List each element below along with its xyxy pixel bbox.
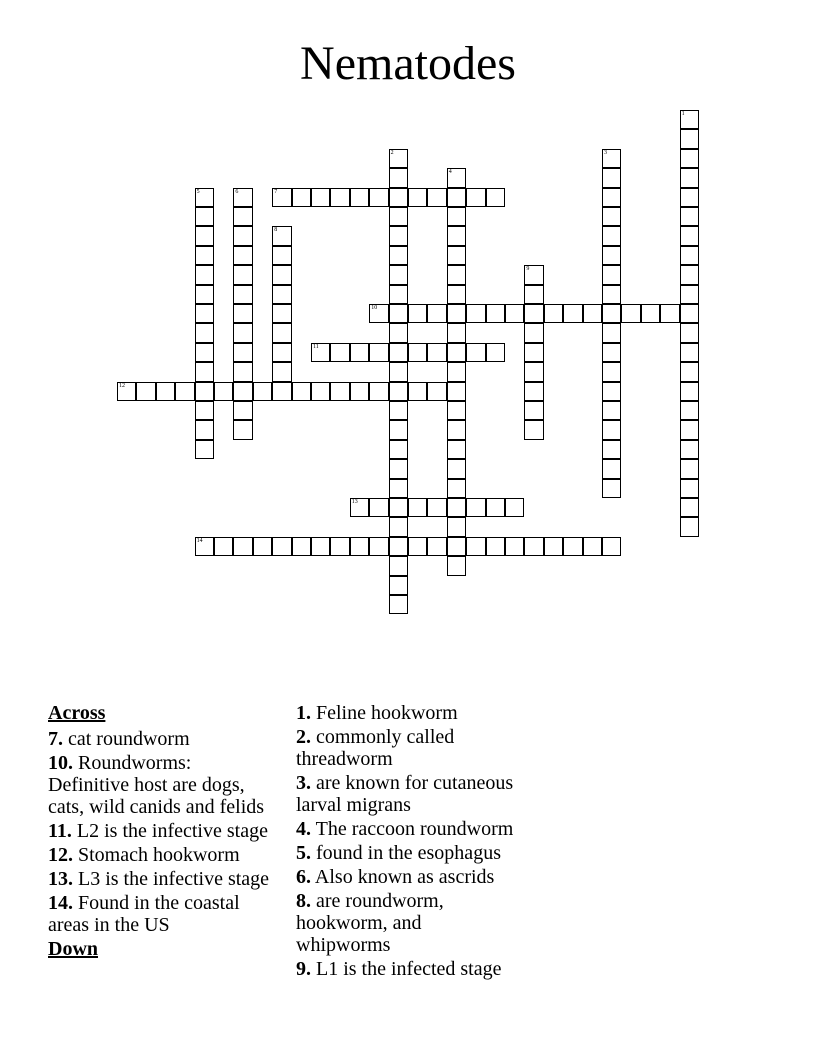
grid-cell[interactable] xyxy=(389,498,408,517)
grid-cell[interactable] xyxy=(447,246,466,265)
grid-cell[interactable] xyxy=(427,382,446,401)
grid-cell[interactable] xyxy=(330,188,349,207)
grid-cell[interactable] xyxy=(195,226,214,245)
grid-cell[interactable] xyxy=(389,149,408,168)
grid-cell[interactable] xyxy=(505,537,524,556)
across-clue xyxy=(48,752,272,818)
across-clue xyxy=(48,728,272,750)
grid-cell[interactable] xyxy=(563,304,582,323)
grid-cell[interactable] xyxy=(660,304,679,323)
grid-cell[interactable] xyxy=(389,382,408,401)
grid-cell[interactable] xyxy=(233,537,252,556)
grid-cell[interactable] xyxy=(117,382,136,401)
grid-cell[interactable] xyxy=(505,498,524,517)
grid-cell[interactable] xyxy=(195,246,214,265)
grid-cell[interactable] xyxy=(195,188,214,207)
grid-cell[interactable] xyxy=(195,420,214,439)
clue-text: are known for cutaneous larval migrans xyxy=(296,772,514,816)
grid-cell[interactable] xyxy=(311,537,330,556)
grid-cell[interactable] xyxy=(447,226,466,245)
grid-cell[interactable] xyxy=(195,537,214,556)
grid-cell[interactable] xyxy=(195,401,214,420)
grid-cell[interactable] xyxy=(350,343,369,362)
grid-cell[interactable] xyxy=(486,537,505,556)
grid-cell[interactable] xyxy=(602,323,621,342)
grid-cell[interactable] xyxy=(447,265,466,284)
grid-cell[interactable] xyxy=(602,188,621,207)
cell-number: 10 xyxy=(371,305,378,311)
down-clue xyxy=(296,726,520,770)
grid-cell[interactable] xyxy=(195,440,214,459)
grid-cell[interactable] xyxy=(466,188,485,207)
grid-cell[interactable] xyxy=(680,479,699,498)
grid-cell[interactable] xyxy=(389,323,408,342)
grid-cell[interactable] xyxy=(680,498,699,517)
grid-cell[interactable] xyxy=(544,304,563,323)
cell-number: 5 xyxy=(196,188,200,195)
grid-cell[interactable] xyxy=(389,362,408,381)
clue-number: 10. xyxy=(48,752,73,774)
grid-cell[interactable] xyxy=(369,304,388,323)
clue-text: Also known as ascrids xyxy=(314,866,495,888)
cell-number: 8 xyxy=(274,227,278,234)
clue-text: found in the esophagus xyxy=(316,842,501,864)
grid-cell[interactable] xyxy=(272,382,291,401)
grid-cell[interactable] xyxy=(195,362,214,381)
clue-text: cat roundworm xyxy=(68,728,190,750)
grid-cell[interactable] xyxy=(408,304,427,323)
grid-cell[interactable] xyxy=(175,382,194,401)
clue-number: 7. xyxy=(48,728,63,750)
grid-cell[interactable] xyxy=(680,343,699,362)
grid-cell[interactable] xyxy=(447,517,466,536)
clue-text: Found in the coastal areas in the US xyxy=(48,892,240,936)
across-clues xyxy=(48,728,272,936)
grid-cell[interactable] xyxy=(427,343,446,362)
grid-cell[interactable] xyxy=(427,537,446,556)
grid-cell[interactable] xyxy=(233,362,252,381)
grid-cell[interactable] xyxy=(389,246,408,265)
grid-cell[interactable] xyxy=(602,343,621,362)
grid-cell[interactable] xyxy=(233,226,252,245)
grid-cell[interactable] xyxy=(524,343,543,362)
grid-cell[interactable] xyxy=(680,440,699,459)
clue-number: 5. xyxy=(296,842,311,864)
grid-cell[interactable] xyxy=(680,265,699,284)
down-clue xyxy=(296,958,520,980)
clue-text: L3 is the infective stage xyxy=(78,868,270,890)
grid-cell[interactable] xyxy=(272,188,291,207)
grid-cell[interactable] xyxy=(602,537,621,556)
grid-cell[interactable] xyxy=(350,382,369,401)
grid-cell[interactable] xyxy=(233,343,252,362)
clue-text: L2 is the infective stage xyxy=(76,820,268,842)
grid-cell[interactable] xyxy=(389,168,408,187)
grid-cell[interactable] xyxy=(602,362,621,381)
grid-cell[interactable] xyxy=(602,207,621,226)
clue-number: 12. xyxy=(48,844,73,866)
grid-cell[interactable] xyxy=(544,537,563,556)
grid-cell[interactable] xyxy=(680,401,699,420)
grid-cell[interactable] xyxy=(195,343,214,362)
grid-cell[interactable] xyxy=(233,207,252,226)
clue-text: Feline hookworm xyxy=(316,702,458,724)
grid-cell[interactable] xyxy=(389,440,408,459)
clue-list xyxy=(48,702,768,982)
grid-cell[interactable] xyxy=(680,207,699,226)
grid-cell[interactable] xyxy=(389,556,408,575)
grid-cell[interactable] xyxy=(369,382,388,401)
grid-cell[interactable] xyxy=(214,537,233,556)
grid-cell[interactable] xyxy=(408,188,427,207)
clue-text: Stomach hookworm xyxy=(78,844,240,866)
grid-cell[interactable] xyxy=(524,285,543,304)
grid-cell[interactable] xyxy=(583,537,602,556)
grid-cell[interactable] xyxy=(233,246,252,265)
clue-number: 8. xyxy=(296,890,311,912)
down-clue xyxy=(296,842,520,864)
grid-cell[interactable] xyxy=(136,382,155,401)
grid-cell[interactable] xyxy=(680,362,699,381)
grid-cell[interactable] xyxy=(272,265,291,284)
grid-cell[interactable] xyxy=(447,382,466,401)
clue-text: commonly called threadworm xyxy=(296,726,455,770)
grid-cell[interactable] xyxy=(253,382,272,401)
grid-cell[interactable] xyxy=(272,537,291,556)
clue-text: are roundworm, hookworm, and whipworms xyxy=(296,890,444,956)
grid-cell[interactable] xyxy=(447,304,466,323)
grid-cell[interactable] xyxy=(292,188,311,207)
grid-cell[interactable] xyxy=(524,323,543,342)
grid-cell[interactable] xyxy=(389,265,408,284)
grid-cell[interactable] xyxy=(408,537,427,556)
clue-number: 11. xyxy=(48,820,72,842)
grid-cell[interactable] xyxy=(156,382,175,401)
grid-cell[interactable] xyxy=(292,382,311,401)
grid-cell[interactable] xyxy=(621,304,640,323)
grid-cell[interactable] xyxy=(408,498,427,517)
cell-number: 6 xyxy=(235,188,239,195)
across-clue xyxy=(48,820,272,842)
cell-number: 12 xyxy=(119,382,125,389)
across-clue xyxy=(48,892,272,936)
grid-cell[interactable] xyxy=(233,420,252,439)
grid-cell[interactable] xyxy=(389,343,408,362)
grid-cell[interactable] xyxy=(350,498,369,517)
grid-cell[interactable] xyxy=(680,323,699,342)
clue-number: 6. xyxy=(296,866,311,888)
grid-cell[interactable] xyxy=(602,149,621,168)
clue-number: 3. xyxy=(296,772,311,794)
grid-cell[interactable] xyxy=(680,459,699,478)
grid-cell[interactable] xyxy=(680,246,699,265)
down-clue xyxy=(296,890,520,956)
grid-cell[interactable] xyxy=(427,188,446,207)
grid-cell[interactable] xyxy=(195,285,214,304)
grid-cell[interactable] xyxy=(447,440,466,459)
grid-cell[interactable] xyxy=(486,343,505,362)
grid-cell[interactable] xyxy=(524,401,543,420)
grid-cell[interactable] xyxy=(680,226,699,245)
grid-cell[interactable] xyxy=(311,382,330,401)
grid-cell[interactable] xyxy=(524,537,543,556)
grid-cell[interactable] xyxy=(350,188,369,207)
grid-cell[interactable] xyxy=(272,246,291,265)
grid-cell[interactable] xyxy=(389,459,408,478)
grid-cell[interactable] xyxy=(272,343,291,362)
grid-cell[interactable] xyxy=(272,285,291,304)
grid-cell[interactable] xyxy=(389,304,408,323)
grid-cell[interactable] xyxy=(214,382,233,401)
down-clue xyxy=(296,772,520,816)
grid-cell[interactable] xyxy=(369,188,388,207)
cell-number: 3 xyxy=(604,149,607,156)
clue-number: 4. xyxy=(296,818,311,840)
grid-cell[interactable] xyxy=(369,498,388,517)
grid-cell[interactable] xyxy=(272,323,291,342)
grid-cell[interactable] xyxy=(680,168,699,187)
grid-cell[interactable] xyxy=(583,304,602,323)
cell-number: 14 xyxy=(196,537,203,544)
grid-cell[interactable] xyxy=(330,343,349,362)
grid-cell[interactable] xyxy=(447,479,466,498)
cell-number: 7 xyxy=(274,188,278,195)
grid-cell[interactable] xyxy=(233,323,252,342)
grid-cell[interactable] xyxy=(602,265,621,284)
grid-cell[interactable] xyxy=(233,382,252,401)
grid-cell[interactable] xyxy=(330,537,349,556)
grid-cell[interactable] xyxy=(408,382,427,401)
grid-cell[interactable] xyxy=(466,537,485,556)
grid-cell[interactable] xyxy=(195,323,214,342)
page-title: Nematodes xyxy=(300,37,516,90)
down-clue xyxy=(296,702,520,724)
cell-number: 11 xyxy=(313,343,319,350)
grid-cell[interactable] xyxy=(524,265,543,284)
grid-cell[interactable] xyxy=(233,285,252,304)
grid-cell[interactable] xyxy=(466,304,485,323)
down-clue xyxy=(296,866,520,888)
grid-cell[interactable] xyxy=(602,401,621,420)
grid-cell[interactable] xyxy=(602,479,621,498)
grid-cell[interactable] xyxy=(311,343,330,362)
grid-cell[interactable] xyxy=(350,537,369,556)
grid-cell[interactable] xyxy=(505,304,524,323)
grid-cell[interactable] xyxy=(369,343,388,362)
grid-cell[interactable] xyxy=(680,110,699,129)
grid-cell[interactable] xyxy=(253,537,272,556)
clue-text: L1 is the infected stage xyxy=(316,958,502,980)
clue-number: 1. xyxy=(296,702,311,724)
grid-cell[interactable] xyxy=(389,595,408,614)
grid-cell[interactable] xyxy=(369,537,388,556)
grid-cell[interactable] xyxy=(389,207,408,226)
grid-cell[interactable] xyxy=(195,265,214,284)
grid-cell[interactable] xyxy=(330,382,349,401)
grid-cell[interactable] xyxy=(447,207,466,226)
grid-cell[interactable] xyxy=(447,459,466,478)
grid-cell[interactable] xyxy=(602,420,621,439)
grid-cell[interactable] xyxy=(680,149,699,168)
down-clue xyxy=(296,818,520,840)
grid-cell[interactable] xyxy=(563,537,582,556)
across-heading: Across xyxy=(48,702,106,724)
grid-cell[interactable] xyxy=(447,285,466,304)
grid-cell[interactable] xyxy=(195,207,214,226)
grid-cell[interactable] xyxy=(389,401,408,420)
grid-cell[interactable] xyxy=(427,498,446,517)
grid-cell[interactable] xyxy=(311,188,330,207)
grid-cell[interactable] xyxy=(602,304,621,323)
grid-cell[interactable] xyxy=(389,285,408,304)
grid-cell[interactable] xyxy=(602,226,621,245)
grid-cell[interactable] xyxy=(602,246,621,265)
grid-cell[interactable] xyxy=(680,420,699,439)
grid-cell[interactable] xyxy=(233,188,252,207)
cell-number: 13 xyxy=(351,499,358,505)
down-clues xyxy=(296,702,520,980)
grid-cell[interactable] xyxy=(195,304,214,323)
grid-cell[interactable] xyxy=(466,498,485,517)
across-clue xyxy=(48,844,272,866)
grid-cell[interactable] xyxy=(447,556,466,575)
grid-cell[interactable] xyxy=(680,517,699,536)
grid-cell[interactable] xyxy=(447,188,466,207)
grid-cell[interactable] xyxy=(680,285,699,304)
grid-cell[interactable] xyxy=(427,304,446,323)
grid-cell[interactable] xyxy=(447,420,466,439)
grid-cell[interactable] xyxy=(466,343,485,362)
grid-cell[interactable] xyxy=(389,576,408,595)
grid-cell[interactable] xyxy=(447,362,466,381)
clue-number: 2. xyxy=(296,726,311,748)
grid-cell[interactable] xyxy=(602,285,621,304)
clue-text: The raccoon roundworm xyxy=(315,818,514,840)
grid-cell[interactable] xyxy=(486,188,505,207)
grid-cell[interactable] xyxy=(680,382,699,401)
grid-cell[interactable] xyxy=(602,168,621,187)
grid-cell[interactable] xyxy=(195,382,214,401)
grid-cell[interactable] xyxy=(486,304,505,323)
grid-cell[interactable] xyxy=(233,304,252,323)
grid-cell[interactable] xyxy=(524,420,543,439)
grid-cell[interactable] xyxy=(524,304,543,323)
grid-cell[interactable] xyxy=(602,440,621,459)
cell-number: 1 xyxy=(681,111,685,117)
clue-number: 14. xyxy=(48,892,73,914)
grid-cell[interactable] xyxy=(680,188,699,207)
grid-cell[interactable] xyxy=(447,323,466,342)
grid-cell[interactable] xyxy=(447,168,466,187)
grid-cell[interactable] xyxy=(641,304,660,323)
grid-cell[interactable] xyxy=(524,382,543,401)
across-clue xyxy=(48,868,272,890)
grid-cell[interactable] xyxy=(389,226,408,245)
clue-number: 13. xyxy=(48,868,73,890)
grid-cell[interactable] xyxy=(272,304,291,323)
cell-number: 2 xyxy=(390,149,394,156)
grid-cell[interactable] xyxy=(408,343,427,362)
grid-cell[interactable] xyxy=(272,226,291,245)
grid-cell[interactable] xyxy=(389,188,408,207)
grid-cell[interactable] xyxy=(602,382,621,401)
cell-number: 9 xyxy=(526,266,530,273)
grid-cell[interactable] xyxy=(389,517,408,536)
grid-cell[interactable] xyxy=(680,129,699,148)
down-heading: Down xyxy=(48,938,99,960)
clue-number: 9. xyxy=(296,958,311,980)
grid-cell[interactable] xyxy=(389,479,408,498)
clue-text: Roundworms: Definitive host are dogs, cats, wild canids and felids xyxy=(48,752,265,818)
grid-cell[interactable] xyxy=(486,498,505,517)
grid-cell[interactable] xyxy=(447,498,466,517)
grid-cell[interactable] xyxy=(292,537,311,556)
grid-cell[interactable] xyxy=(447,401,466,420)
cell-number: 4 xyxy=(448,169,452,176)
grid-cell[interactable] xyxy=(389,537,408,556)
grid-cell[interactable] xyxy=(524,362,543,381)
grid-cell[interactable] xyxy=(447,343,466,362)
grid-cell[interactable] xyxy=(602,459,621,478)
grid-cell[interactable] xyxy=(233,265,252,284)
grid-cell[interactable] xyxy=(447,537,466,556)
grid-cell[interactable] xyxy=(389,420,408,439)
grid-cell[interactable] xyxy=(233,401,252,420)
grid-cell[interactable] xyxy=(680,304,699,323)
grid-cell[interactable] xyxy=(272,362,291,381)
